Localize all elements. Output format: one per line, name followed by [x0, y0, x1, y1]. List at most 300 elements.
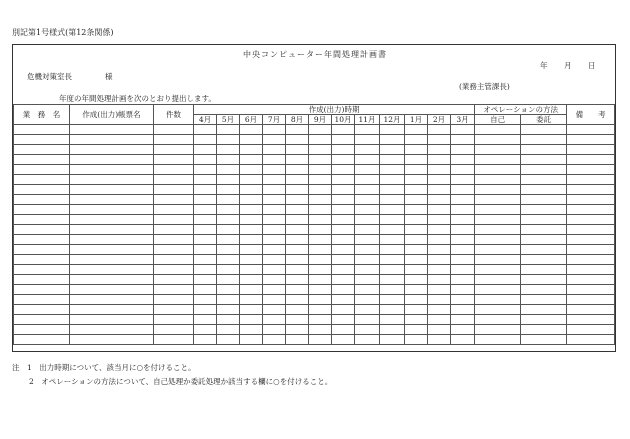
table-cell[interactable] [263, 155, 286, 165]
table-cell[interactable] [521, 235, 567, 245]
table-cell[interactable] [263, 295, 286, 305]
table-cell[interactable] [567, 315, 615, 325]
table-cell[interactable] [240, 325, 263, 335]
table-cell[interactable] [263, 245, 286, 255]
table-cell[interactable] [70, 145, 154, 155]
table-cell[interactable] [428, 285, 451, 295]
table-cell[interactable] [217, 185, 240, 195]
table-cell[interactable] [521, 285, 567, 295]
table-cell[interactable] [263, 235, 286, 245]
table-cell[interactable] [380, 325, 405, 335]
table-cell[interactable] [567, 285, 615, 295]
table-cell[interactable] [567, 255, 615, 265]
table-cell[interactable] [154, 215, 194, 225]
table-cell[interactable] [521, 135, 567, 145]
table-cell[interactable] [355, 305, 380, 315]
table-cell[interactable] [217, 315, 240, 325]
table-cell[interactable] [194, 325, 217, 335]
table-cell[interactable] [194, 295, 217, 305]
table-cell[interactable] [475, 335, 521, 345]
table-cell[interactable] [194, 255, 217, 265]
table-cell[interactable] [14, 335, 70, 345]
table-cell[interactable] [263, 125, 286, 135]
table-cell[interactable] [332, 265, 355, 275]
table-cell[interactable] [428, 255, 451, 265]
table-cell[interactable] [194, 275, 217, 285]
table-cell[interactable] [567, 335, 615, 345]
table-cell[interactable] [70, 295, 154, 305]
table-cell[interactable] [332, 315, 355, 325]
table-cell[interactable] [70, 275, 154, 285]
table-cell[interactable] [380, 195, 405, 205]
table-cell[interactable] [567, 245, 615, 255]
table-cell[interactable] [451, 305, 475, 315]
table-cell[interactable] [428, 305, 451, 315]
table-cell[interactable] [355, 335, 380, 345]
table-cell[interactable] [194, 235, 217, 245]
table-cell[interactable] [217, 215, 240, 225]
table-cell[interactable] [286, 165, 309, 175]
table-cell[interactable] [14, 265, 70, 275]
table-cell[interactable] [475, 205, 521, 215]
table-cell[interactable] [240, 305, 263, 315]
table-cell[interactable] [380, 235, 405, 245]
table-cell[interactable] [286, 145, 309, 155]
table-cell[interactable] [332, 225, 355, 235]
table-cell[interactable] [332, 285, 355, 295]
table-cell[interactable] [217, 265, 240, 275]
table-cell[interactable] [355, 155, 380, 165]
table-cell[interactable] [70, 195, 154, 205]
table-cell[interactable] [451, 315, 475, 325]
table-cell[interactable] [405, 225, 428, 235]
table-cell[interactable] [428, 325, 451, 335]
table-cell[interactable] [286, 225, 309, 235]
table-cell[interactable] [286, 265, 309, 275]
table-cell[interactable] [451, 145, 475, 155]
table-cell[interactable] [521, 195, 567, 205]
table-cell[interactable] [475, 175, 521, 185]
table-cell[interactable] [70, 315, 154, 325]
table-cell[interactable] [332, 255, 355, 265]
table-cell[interactable] [567, 135, 615, 145]
table-cell[interactable] [70, 175, 154, 185]
table-cell[interactable] [217, 195, 240, 205]
table-cell[interactable] [286, 135, 309, 145]
table-cell[interactable] [240, 285, 263, 295]
table-cell[interactable] [154, 275, 194, 285]
table-cell[interactable] [240, 145, 263, 155]
table-cell[interactable] [309, 145, 332, 155]
table-cell[interactable] [217, 205, 240, 215]
table-cell[interactable] [521, 145, 567, 155]
table-cell[interactable] [405, 315, 428, 325]
table-cell[interactable] [380, 175, 405, 185]
table-cell[interactable] [451, 195, 475, 205]
table-cell[interactable] [263, 215, 286, 225]
table-cell[interactable] [263, 165, 286, 175]
table-cell[interactable] [355, 185, 380, 195]
table-cell[interactable] [355, 235, 380, 245]
table-cell[interactable] [217, 325, 240, 335]
table-cell[interactable] [14, 195, 70, 205]
table-cell[interactable] [405, 195, 428, 205]
table-cell[interactable] [217, 225, 240, 235]
table-cell[interactable] [451, 175, 475, 185]
table-cell[interactable] [428, 125, 451, 135]
table-cell[interactable] [380, 155, 405, 165]
table-cell[interactable] [428, 225, 451, 235]
table-cell[interactable] [286, 205, 309, 215]
table-cell[interactable] [309, 275, 332, 285]
table-cell[interactable] [380, 245, 405, 255]
table-cell[interactable] [475, 185, 521, 195]
table-cell[interactable] [355, 215, 380, 225]
table-cell[interactable] [475, 135, 521, 145]
table-cell[interactable] [428, 145, 451, 155]
table-cell[interactable] [451, 275, 475, 285]
table-cell[interactable] [521, 335, 567, 345]
table-cell[interactable] [194, 135, 217, 145]
table-cell[interactable] [194, 225, 217, 235]
table-cell[interactable] [428, 175, 451, 185]
table-cell[interactable] [567, 235, 615, 245]
table-cell[interactable] [475, 255, 521, 265]
table-cell[interactable] [355, 225, 380, 235]
table-cell[interactable] [240, 335, 263, 345]
table-cell[interactable] [309, 305, 332, 315]
table-cell[interactable] [240, 225, 263, 235]
table-cell[interactable] [154, 175, 194, 185]
table-cell[interactable] [567, 125, 615, 135]
table-cell[interactable] [309, 155, 332, 165]
table-cell[interactable] [521, 275, 567, 285]
table-cell[interactable] [194, 125, 217, 135]
table-cell[interactable] [309, 255, 332, 265]
table-cell[interactable] [154, 195, 194, 205]
table-cell[interactable] [286, 295, 309, 305]
table-cell[interactable] [405, 265, 428, 275]
table-cell[interactable] [332, 275, 355, 285]
table-cell[interactable] [355, 125, 380, 135]
table-cell[interactable] [355, 285, 380, 295]
table-cell[interactable] [521, 245, 567, 255]
table-cell[interactable] [309, 135, 332, 145]
table-cell[interactable] [263, 335, 286, 345]
table-cell[interactable] [332, 195, 355, 205]
table-cell[interactable] [70, 285, 154, 295]
table-cell[interactable] [380, 185, 405, 195]
table-cell[interactable] [263, 205, 286, 215]
table-cell[interactable] [405, 285, 428, 295]
table-cell[interactable] [405, 125, 428, 135]
table-cell[interactable] [286, 155, 309, 165]
table-cell[interactable] [475, 225, 521, 235]
table-cell[interactable] [405, 235, 428, 245]
table-cell[interactable] [194, 315, 217, 325]
table-cell[interactable] [309, 315, 332, 325]
table-cell[interactable] [14, 155, 70, 165]
table-cell[interactable] [567, 185, 615, 195]
table-cell[interactable] [70, 305, 154, 315]
table-cell[interactable] [309, 265, 332, 275]
table-cell[interactable] [428, 265, 451, 275]
table-cell[interactable] [154, 265, 194, 275]
table-cell[interactable] [263, 285, 286, 295]
table-cell[interactable] [428, 165, 451, 175]
table-cell[interactable] [405, 255, 428, 265]
table-cell[interactable] [451, 325, 475, 335]
table-cell[interactable] [405, 185, 428, 195]
table-cell[interactable] [194, 165, 217, 175]
table-cell[interactable] [286, 285, 309, 295]
table-cell[interactable] [428, 205, 451, 215]
table-cell[interactable] [286, 245, 309, 255]
table-cell[interactable] [154, 135, 194, 145]
table-cell[interactable] [451, 215, 475, 225]
table-cell[interactable] [309, 125, 332, 135]
table-cell[interactable] [475, 315, 521, 325]
table-cell[interactable] [240, 265, 263, 275]
table-cell[interactable] [154, 125, 194, 135]
table-cell[interactable] [521, 155, 567, 165]
table-cell[interactable] [451, 125, 475, 135]
table-cell[interactable] [240, 215, 263, 225]
table-cell[interactable] [567, 295, 615, 305]
table-cell[interactable] [154, 245, 194, 255]
table-cell[interactable] [286, 235, 309, 245]
table-cell[interactable] [70, 325, 154, 335]
table-cell[interactable] [405, 205, 428, 215]
table-cell[interactable] [355, 145, 380, 155]
table-cell[interactable] [154, 255, 194, 265]
table-cell[interactable] [217, 275, 240, 285]
table-cell[interactable] [475, 285, 521, 295]
table-cell[interactable] [263, 265, 286, 275]
table-cell[interactable] [14, 185, 70, 195]
table-cell[interactable] [217, 295, 240, 305]
table-cell[interactable] [475, 245, 521, 255]
table-cell[interactable] [380, 145, 405, 155]
table-cell[interactable] [428, 295, 451, 305]
table-cell[interactable] [240, 185, 263, 195]
table-cell[interactable] [240, 295, 263, 305]
table-cell[interactable] [380, 125, 405, 135]
table-cell[interactable] [217, 255, 240, 265]
table-cell[interactable] [567, 275, 615, 285]
table-cell[interactable] [240, 195, 263, 205]
table-cell[interactable] [309, 185, 332, 195]
table-cell[interactable] [380, 335, 405, 345]
table-cell[interactable] [154, 185, 194, 195]
table-cell[interactable] [332, 125, 355, 135]
table-cell[interactable] [332, 135, 355, 145]
table-cell[interactable] [475, 155, 521, 165]
table-cell[interactable] [332, 185, 355, 195]
table-cell[interactable] [194, 195, 217, 205]
table-cell[interactable] [309, 195, 332, 205]
table-cell[interactable] [355, 315, 380, 325]
table-cell[interactable] [194, 265, 217, 275]
table-cell[interactable] [380, 295, 405, 305]
table-cell[interactable] [332, 165, 355, 175]
table-cell[interactable] [217, 245, 240, 255]
table-cell[interactable] [521, 325, 567, 335]
table-cell[interactable] [263, 325, 286, 335]
table-cell[interactable] [194, 305, 217, 315]
table-cell[interactable] [194, 205, 217, 215]
table-cell[interactable] [154, 145, 194, 155]
table-cell[interactable] [355, 135, 380, 145]
table-cell[interactable] [70, 225, 154, 235]
table-cell[interactable] [309, 175, 332, 185]
table-cell[interactable] [451, 185, 475, 195]
table-cell[interactable] [286, 335, 309, 345]
table-cell[interactable] [332, 335, 355, 345]
table-cell[interactable] [567, 265, 615, 275]
table-cell[interactable] [286, 305, 309, 315]
table-cell[interactable] [14, 275, 70, 285]
table-cell[interactable] [70, 255, 154, 265]
table-cell[interactable] [154, 285, 194, 295]
table-cell[interactable] [309, 165, 332, 175]
table-cell[interactable] [355, 275, 380, 285]
table-cell[interactable] [405, 275, 428, 285]
table-cell[interactable] [355, 255, 380, 265]
table-cell[interactable] [451, 335, 475, 345]
table-cell[interactable] [154, 315, 194, 325]
table-cell[interactable] [428, 275, 451, 285]
table-cell[interactable] [428, 135, 451, 145]
table-cell[interactable] [521, 265, 567, 275]
table-cell[interactable] [194, 145, 217, 155]
table-cell[interactable] [70, 215, 154, 225]
table-cell[interactable] [14, 165, 70, 175]
table-cell[interactable] [70, 155, 154, 165]
table-cell[interactable] [428, 245, 451, 255]
table-cell[interactable] [405, 145, 428, 155]
table-cell[interactable] [154, 325, 194, 335]
table-cell[interactable] [355, 245, 380, 255]
table-cell[interactable] [405, 335, 428, 345]
table-cell[interactable] [380, 225, 405, 235]
table-cell[interactable] [567, 165, 615, 175]
table-cell[interactable] [263, 275, 286, 285]
table-cell[interactable] [240, 125, 263, 135]
table-cell[interactable] [240, 205, 263, 215]
table-cell[interactable] [263, 195, 286, 205]
table-cell[interactable] [217, 285, 240, 295]
table-cell[interactable] [332, 235, 355, 245]
table-cell[interactable] [428, 185, 451, 195]
table-cell[interactable] [194, 215, 217, 225]
table-cell[interactable] [332, 215, 355, 225]
table-cell[interactable] [309, 245, 332, 255]
table-cell[interactable] [14, 225, 70, 235]
table-cell[interactable] [380, 265, 405, 275]
table-cell[interactable] [217, 165, 240, 175]
table-cell[interactable] [240, 155, 263, 165]
table-cell[interactable] [332, 205, 355, 215]
table-cell[interactable] [521, 225, 567, 235]
table-cell[interactable] [567, 305, 615, 315]
table-cell[interactable] [286, 315, 309, 325]
table-cell[interactable] [217, 135, 240, 145]
table-cell[interactable] [194, 335, 217, 345]
table-cell[interactable] [451, 225, 475, 235]
table-cell[interactable] [380, 205, 405, 215]
table-cell[interactable] [14, 285, 70, 295]
table-cell[interactable] [475, 265, 521, 275]
table-cell[interactable] [217, 125, 240, 135]
table-cell[interactable] [521, 295, 567, 305]
table-cell[interactable] [332, 245, 355, 255]
table-cell[interactable] [521, 185, 567, 195]
table-cell[interactable] [14, 145, 70, 155]
table-cell[interactable] [380, 135, 405, 145]
table-cell[interactable] [217, 175, 240, 185]
table-cell[interactable] [405, 215, 428, 225]
table-cell[interactable] [154, 295, 194, 305]
table-cell[interactable] [217, 145, 240, 155]
table-cell[interactable] [240, 255, 263, 265]
table-cell[interactable] [451, 235, 475, 245]
table-cell[interactable] [14, 295, 70, 305]
table-cell[interactable] [332, 155, 355, 165]
table-cell[interactable] [263, 315, 286, 325]
table-cell[interactable] [380, 275, 405, 285]
table-cell[interactable] [475, 215, 521, 225]
table-cell[interactable] [154, 305, 194, 315]
table-cell[interactable] [451, 155, 475, 165]
table-cell[interactable] [263, 225, 286, 235]
table-cell[interactable] [475, 295, 521, 305]
table-cell[interactable] [309, 295, 332, 305]
table-cell[interactable] [14, 175, 70, 185]
table-cell[interactable] [355, 195, 380, 205]
table-cell[interactable] [475, 145, 521, 155]
table-cell[interactable] [428, 335, 451, 345]
table-cell[interactable] [355, 265, 380, 275]
table-cell[interactable] [405, 305, 428, 315]
table-cell[interactable] [567, 175, 615, 185]
table-cell[interactable] [286, 185, 309, 195]
table-cell[interactable] [567, 195, 615, 205]
table-cell[interactable] [451, 255, 475, 265]
table-cell[interactable] [240, 275, 263, 285]
table-cell[interactable] [521, 305, 567, 315]
table-cell[interactable] [380, 315, 405, 325]
table-cell[interactable] [14, 245, 70, 255]
table-cell[interactable] [194, 285, 217, 295]
table-cell[interactable] [194, 185, 217, 195]
table-cell[interactable] [521, 215, 567, 225]
table-cell[interactable] [405, 325, 428, 335]
table-cell[interactable] [14, 205, 70, 215]
table-cell[interactable] [286, 325, 309, 335]
table-cell[interactable] [309, 215, 332, 225]
table-cell[interactable] [14, 125, 70, 135]
table-cell[interactable] [405, 135, 428, 145]
table-cell[interactable] [521, 125, 567, 135]
table-cell[interactable] [475, 275, 521, 285]
table-cell[interactable] [154, 155, 194, 165]
table-cell[interactable] [286, 275, 309, 285]
table-cell[interactable] [240, 245, 263, 255]
table-cell[interactable] [521, 315, 567, 325]
table-cell[interactable] [309, 205, 332, 215]
table-cell[interactable] [428, 235, 451, 245]
